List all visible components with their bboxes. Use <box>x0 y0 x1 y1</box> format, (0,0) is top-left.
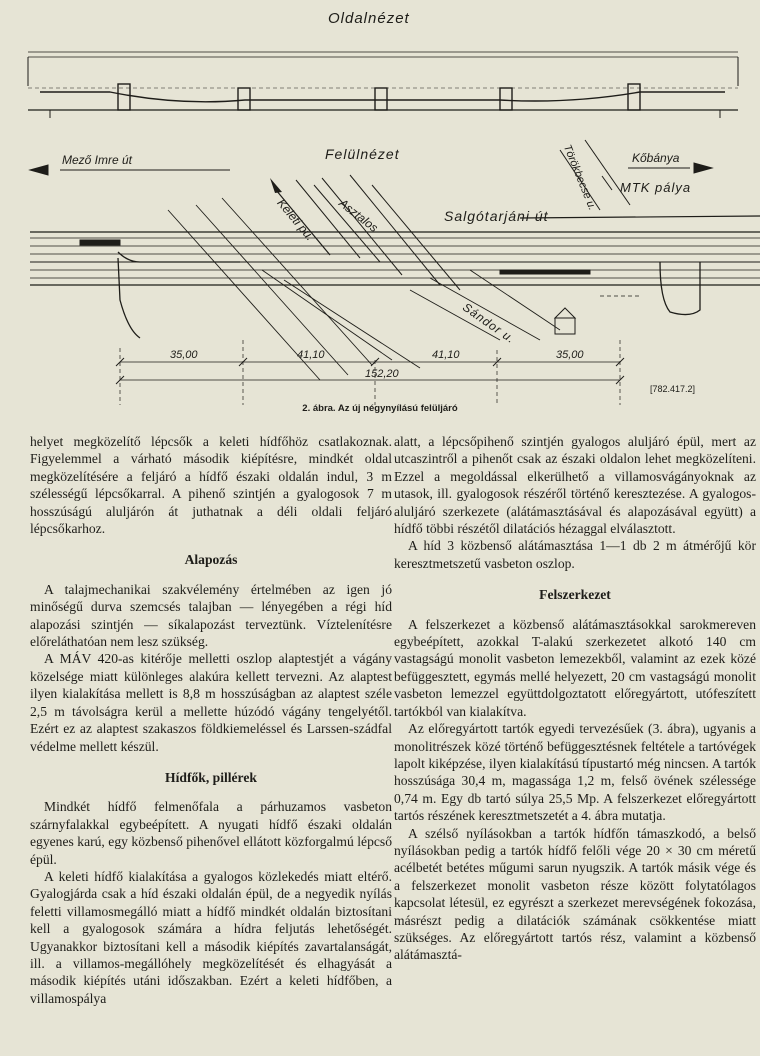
asztalos-label: Asztalos <box>336 196 381 235</box>
dimension-total: 152,20 <box>365 368 399 380</box>
section-heading-alapozas: Alapozás <box>184 552 238 568</box>
paragraph: Mindkét hídfő felmenőfala a párhuzamos vasbeton szárnyfalakkal egybeépített. A nyugati hídfő északi oldalán egyenes karú, egy közbenső pihenővel ellátott közforgalmú lépcső épül. <box>30 799 392 867</box>
dimension-3: 41,10 <box>432 349 460 361</box>
paragraph: A keleti hídfő kialakítása a gyalogos közlekedés miatt eltérő. Gyalogjárda csak a híd északi oldalán épül, de a negyedik nyílás feletti villamosmegálló miatt a hídfő mindkét oldalán biztosítani kell a gyalogosok számára a hídra feljutás lehetőségét. Ugyanakkor biztosítani kell a második kiépítés zavartalanságát, ill. a villamos-megállóhely megközelítését és elhagyását a második kiépítés utáni időszakban. Ezért a keleti hídfőben, a villamospálya <box>30 868 392 1006</box>
figure-caption: 2. ábra. Az új négynyílású felüljáró <box>302 403 458 414</box>
keleti-label: Keleti pu. <box>274 196 318 244</box>
top-view-label: Felülnézet <box>325 146 400 162</box>
side-view-drawing <box>28 52 738 118</box>
section-heading-felszerkezet: Felszerkezet <box>539 587 611 603</box>
left-column <box>30 433 392 1007</box>
bridge-figure <box>0 0 760 420</box>
dimension-4: 35,00 <box>556 349 584 361</box>
sandor-label: Sándor u. <box>459 300 519 347</box>
paragraph: helyet megközelítő lépcsők a keleti hídfőhöz csatlakoznak. Figyelemmel a várható második kiépítésre, mindkét oldal megközelítésére a feljáró a hídfő északi oldalán indul, 3 m szélességű lépcsőkarral. A pihenő szintjén a gyalogosok 7 m hosszúságú aluljárón át juthatnak a déli oldali feljáró lépcsőkarhoz. <box>30 434 392 537</box>
paragraph: Az előregyártott tartók egyedi tervezésűek (3. ábra), ugyanis a monolitrészek közé történő befüggesztésnek feltétele a tartóvégek lapolt kiképzése, ilyen kialakítású típustartó még nincsen. A tartók hosszúsága 30,4 m, magassága 1,2 m, felső övének szélessége 0,74 m. Egy db tartó súlya 25,5 Mp. A felszerkezet előregyártott tartós részének keresztmetszetét a 4. ábra mutatja. <box>394 721 756 824</box>
section-heading-hidfok: Hídfők, pillérek <box>165 769 257 785</box>
paragraph: alatt, a lépcsőpihenő szintjén gyalogos aluljáró épül, mert az utcaszintről a pihenőt csak az északi oldalon lehet megközelíteni. Ezzel a megoldással elkerülhető a villamosvágányoknak az utasok, ill. gyalogosok részéről történő keresztezése. A gyalogos-aluljáró szerkezete (alátámasztásával és alapozásával együtt) a hídfő többi részétől dilatációs hézaggal elválasztott. <box>394 434 756 537</box>
paragraph: A felszerkezet a közbenső alátámasztásokkal sarokmereven egybeépített, azokkal T-alakú szerkezetet alkotó 140 cm vastagságú monolit vasbeton lemezekből, valamint az ezek közé befüggesztett, egymás mellé helyezett, 20 cm vastagságú monolit vasbeton lemezzel együttdolgoztatott előregyártott, utófeszített tartókból van kialakítva. <box>394 616 756 719</box>
dimension-2: 41,10 <box>297 349 325 361</box>
mtk-label: MTK pálya <box>620 180 692 195</box>
paragraph: A szélső nyílásokban a tartók hídfőn támaszkodó, a belső nyílásokban pedig a tartók hídfő felőli vége 20 × 30 cm méretű acélbetét betétes műgumi sarun nyugszik. A tartók másik vége és a felszerkezet monolit vasbeton része között folytatólagos kapcsolat létesül, ez egyrészt a szerkezet merevségének fokozása, másrészt pedig a dilatációk számának csökkentése miatt szükséges. Az előregyártott tartós rész, valamint a közbenső alátámasztá- <box>394 825 756 963</box>
paragraph: A MÁV 420-as kitérője melletti oszlop alaptestjét a vágány közelsége miatt különleges alakúra kellett tervezni. Az alaptest ilyen kialakítása mellett is 8,8 m hosszúságban az alaptest széle 2,5 m távolságra kerül a mellette húzódó vágány tengelyétől. Ezért ez az alaptest szakaszos földkiemeléssel és Larssen-szádfal védelme mellett készül. <box>30 651 392 754</box>
right-column <box>394 433 756 964</box>
dimension-1: 35,00 <box>170 349 198 361</box>
bridge-drawing <box>0 0 760 420</box>
salgotarjani-label: Salgótarjáni út <box>444 208 549 224</box>
paragraph: A talajmechanikai szakvélemény értelmében az igen jó minőségű durva szemcsés talajban — lényegében a régi híd alapozási szintjén — síkalapozást terveztünk. Víztelenítésre előreláthatóan nem lesz szükség. <box>30 581 392 650</box>
mezo-imre-label: Mező Imre út <box>62 153 133 167</box>
side-view-label: Oldalnézet <box>328 10 410 27</box>
kobanya-label: Kőbánya <box>632 151 680 165</box>
drawing-stamp: [782.417.2] <box>650 384 696 394</box>
paragraph: A híd 3 közbenső alátámasztása 1—1 db 2 m átmérőjű kör keresztmetszetű vasbeton oszlop. <box>394 538 756 571</box>
torokbecse-label: Törökbecse u. <box>560 143 599 213</box>
